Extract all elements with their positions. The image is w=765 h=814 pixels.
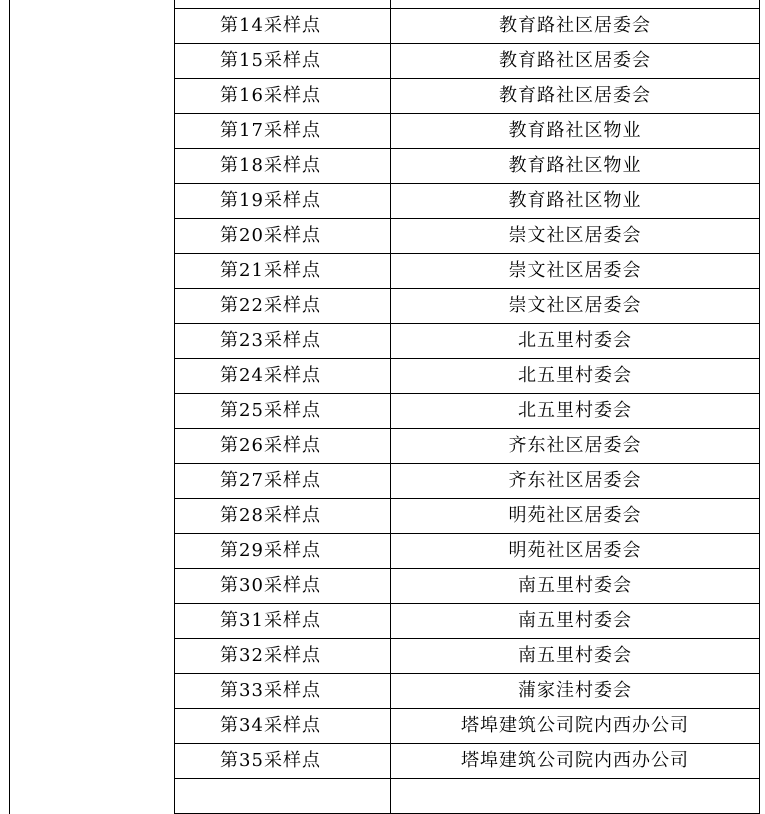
merged-category-cell — [10, 394, 175, 429]
sampling-location-cell: 教育路社区居委会 — [391, 79, 760, 114]
sampling-point-cell — [175, 254, 391, 289]
table-row — [10, 114, 760, 149]
sampling-point-label: 第35采样点 — [220, 750, 321, 771]
sampling-point-cell — [175, 639, 391, 674]
merged-category-cell — [10, 79, 175, 114]
sampling-point-cell — [175, 779, 391, 814]
sampling-location-cell: 蒲家洼村委会 — [391, 674, 760, 709]
merged-category-cell — [10, 0, 175, 9]
table-row — [10, 359, 760, 394]
table-row — [10, 639, 760, 674]
sampling-location-cell — [391, 779, 760, 814]
table-row — [10, 394, 760, 429]
merged-category-cell — [10, 184, 175, 219]
sampling-point-cell — [175, 149, 391, 184]
sampling-point-cell — [175, 219, 391, 254]
sampling-point-label: 第16采样点 — [220, 85, 321, 106]
sampling-location-cell — [391, 0, 760, 9]
merged-category-cell — [10, 499, 175, 534]
sampling-point-cell — [175, 674, 391, 709]
merged-category-cell — [10, 44, 175, 79]
sampling-point-cell — [175, 44, 391, 79]
merged-category-cell — [10, 9, 175, 44]
sampling-location-cell: 齐东社区居委会 — [391, 464, 760, 499]
sampling-location-cell: 崇文社区居委会 — [391, 254, 760, 289]
sampling-point-cell — [175, 114, 391, 149]
table-row — [10, 79, 760, 114]
sampling-location-cell: 北五里村委会 — [391, 324, 760, 359]
merged-category-cell — [10, 429, 175, 464]
sampling-location-cell: 教育路社区物业 — [391, 184, 760, 219]
sampling-point-cell — [175, 429, 391, 464]
table-row — [10, 0, 760, 9]
table-row — [10, 779, 760, 814]
table-row — [10, 219, 760, 254]
table-row — [10, 499, 760, 534]
table-body — [10, 0, 760, 814]
table-row — [10, 44, 760, 79]
sampling-location-cell: 南五里村委会 — [391, 639, 760, 674]
sampling-point-label: 第15采样点 — [220, 50, 321, 71]
sampling-point-label: 第17采样点 — [220, 120, 321, 141]
sampling-point-cell — [175, 394, 391, 429]
merged-category-cell — [10, 359, 175, 394]
sampling-point-cell — [175, 464, 391, 499]
sampling-location-cell: 北五里村委会 — [391, 359, 760, 394]
table-row — [10, 744, 760, 779]
table-row — [10, 324, 760, 359]
sampling-point-label: 第22采样点 — [220, 295, 321, 316]
sampling-point-label: 第23采样点 — [220, 330, 321, 351]
sampling-point-label: 第32采样点 — [220, 645, 321, 666]
merged-category-cell — [10, 779, 175, 814]
sampling-points-table-wrapper — [9, 0, 759, 814]
table-row — [10, 149, 760, 184]
merged-category-cell — [10, 534, 175, 569]
sampling-point-cell — [175, 534, 391, 569]
sampling-point-label: 第33采样点 — [220, 680, 321, 701]
sampling-location-cell: 南五里村委会 — [391, 569, 760, 604]
merged-category-cell — [10, 149, 175, 184]
sampling-location-cell: 南五里村委会 — [391, 604, 760, 639]
sampling-point-cell — [175, 324, 391, 359]
merged-category-cell — [10, 114, 175, 149]
sampling-point-label: 第30采样点 — [220, 575, 321, 596]
sampling-point-cell — [175, 569, 391, 604]
sampling-location-cell: 塔埠建筑公司院内西办公司 — [391, 744, 760, 779]
sampling-point-cell — [175, 499, 391, 534]
sampling-point-label: 第18采样点 — [220, 155, 321, 176]
sampling-point-cell — [175, 0, 391, 9]
table-row — [10, 184, 760, 219]
merged-category-cell — [10, 604, 175, 639]
sampling-point-label: 第27采样点 — [220, 470, 321, 491]
sampling-point-cell — [175, 9, 391, 44]
sampling-location-cell: 教育路社区居委会 — [391, 44, 760, 79]
sampling-point-cell — [175, 359, 391, 394]
sampling-location-cell: 齐东社区居委会 — [391, 429, 760, 464]
table-row — [10, 254, 760, 289]
merged-category-cell — [10, 639, 175, 674]
sampling-location-cell: 明苑社区居委会 — [391, 534, 760, 569]
merged-category-cell — [10, 464, 175, 499]
table-row — [10, 569, 760, 604]
merged-category-cell — [10, 289, 175, 324]
sampling-point-cell — [175, 744, 391, 779]
sampling-point-cell — [175, 604, 391, 639]
sampling-point-label: 第31采样点 — [220, 610, 321, 631]
sampling-location-cell: 教育路社区物业 — [391, 114, 760, 149]
sampling-point-cell — [175, 184, 391, 219]
table-row — [10, 9, 760, 44]
sampling-point-cell — [175, 289, 391, 324]
merged-category-cell — [10, 324, 175, 359]
sampling-point-cell — [175, 79, 391, 114]
sampling-point-label: 第29采样点 — [220, 540, 321, 561]
merged-category-cell — [10, 744, 175, 779]
merged-category-cell — [10, 709, 175, 744]
sampling-location-cell: 崇文社区居委会 — [391, 289, 760, 324]
sampling-point-cell — [175, 709, 391, 744]
table-row — [10, 709, 760, 744]
merged-category-cell — [10, 674, 175, 709]
sampling-point-label: 第26采样点 — [220, 435, 321, 456]
table-row — [10, 674, 760, 709]
table-row — [10, 464, 760, 499]
merged-category-cell — [10, 219, 175, 254]
sampling-point-label: 第24采样点 — [220, 365, 321, 386]
table-row — [10, 534, 760, 569]
sampling-point-label: 第21采样点 — [220, 260, 321, 281]
sampling-point-label: 第28采样点 — [220, 505, 321, 526]
sampling-location-cell: 崇文社区居委会 — [391, 219, 760, 254]
sampling-location-cell: 塔埠建筑公司院内西办公司 — [391, 709, 760, 744]
table-row — [10, 429, 760, 464]
sampling-point-label: 第34采样点 — [220, 715, 321, 736]
sampling-location-cell: 北五里村委会 — [391, 394, 760, 429]
sampling-location-cell: 明苑社区居委会 — [391, 499, 760, 534]
sampling-point-label: 第20采样点 — [220, 225, 321, 246]
sampling-location-cell: 教育路社区居委会 — [391, 9, 760, 44]
merged-category-cell — [10, 254, 175, 289]
sampling-point-label: 第19采样点 — [220, 190, 321, 211]
table-row — [10, 289, 760, 324]
sampling-location-cell: 教育路社区物业 — [391, 149, 760, 184]
merged-category-cell — [10, 569, 175, 604]
sampling-point-label: 第14采样点 — [220, 15, 321, 36]
sampling-point-label: 第25采样点 — [220, 400, 321, 421]
sampling-points-table — [9, 0, 760, 814]
table-row — [10, 604, 760, 639]
